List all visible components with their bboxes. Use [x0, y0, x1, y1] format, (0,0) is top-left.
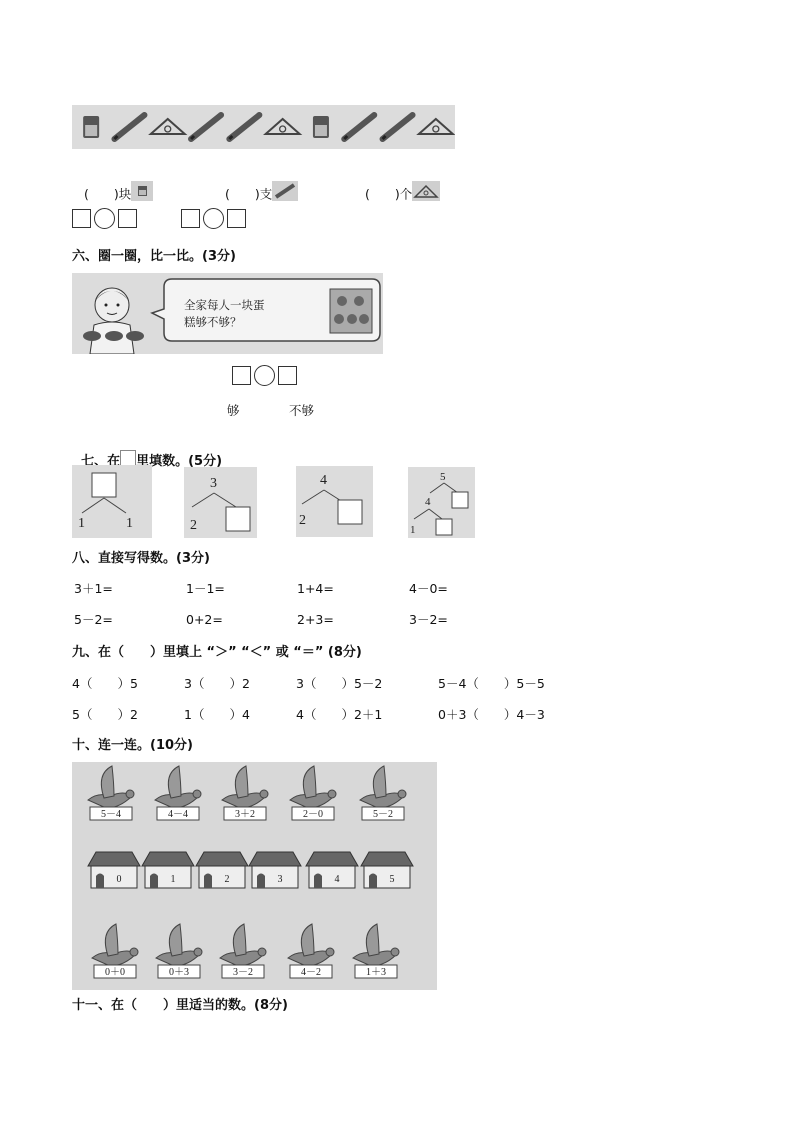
- house-roof-icon: [306, 852, 358, 866]
- section7-title: [72, 437, 222, 468]
- cake-picture: [72, 273, 383, 354]
- speech-bubble-text: [184, 297, 265, 331]
- answer-paren[interactable]: （ ）: [303, 676, 354, 691]
- dove-card[interactable]: [290, 766, 336, 820]
- dove-wing-icon: [373, 766, 386, 798]
- tree-mid-value: 4: [425, 496, 431, 508]
- dove-head-icon: [328, 790, 336, 798]
- eraser-icon: [313, 116, 329, 138]
- eraser-icon: [83, 116, 99, 138]
- house-card[interactable]: [88, 852, 140, 888]
- matching-svg: [72, 762, 437, 990]
- compare-item: 3（ ）5－2: [296, 676, 383, 691]
- dove-label: 5－4: [101, 809, 121, 820]
- section7-title-after: 里填数。(5分): [136, 454, 223, 469]
- count-unit: 支: [259, 186, 273, 201]
- compare-boxes-2: [181, 208, 246, 229]
- dove-label: 0＋0: [105, 967, 125, 978]
- dove-card[interactable]: [360, 766, 406, 820]
- section6-title: 六、圈一圈，比一比。(3分): [72, 249, 236, 264]
- option-enough: 够: [227, 403, 240, 418]
- dove-card[interactable]: [88, 766, 134, 820]
- house-door-icon: [96, 874, 104, 889]
- house-door-icon: [150, 874, 158, 889]
- tree-top-value: 3: [210, 476, 217, 491]
- section8-title: 八、直接写得数。(3分): [72, 551, 210, 566]
- house-card[interactable]: [306, 852, 358, 888]
- compare-boxes-cake: [232, 365, 297, 386]
- tree-top-value: 5: [440, 471, 446, 483]
- matching-picture: [72, 762, 437, 990]
- house-label: 4: [334, 874, 340, 885]
- house-roof-icon: [88, 852, 140, 866]
- answer-box[interactable]: [278, 366, 297, 385]
- house-door-icon: [369, 874, 377, 889]
- dove-card[interactable]: [92, 924, 138, 978]
- dove-wing-icon: [366, 924, 379, 956]
- dove-card[interactable]: [222, 766, 268, 820]
- count-paren: ( ): [83, 186, 119, 201]
- items-strip-svg: [72, 105, 455, 149]
- number-tree-1: [72, 465, 152, 538]
- count-item-eraser: [76, 168, 153, 201]
- dove-wing-icon: [101, 766, 114, 798]
- answer-box[interactable]: [452, 492, 468, 508]
- house-card[interactable]: [249, 852, 301, 888]
- dove-wing-icon: [233, 924, 246, 956]
- house-label: 3: [277, 874, 283, 885]
- count-item-pencil: [217, 168, 298, 201]
- count-item-triangle: [357, 168, 440, 201]
- pencil-icon: [191, 115, 221, 139]
- answer-box[interactable]: [227, 209, 246, 228]
- dove-label: 1＋3: [366, 967, 386, 978]
- compare-item: 0＋3（ ）4－3: [438, 707, 545, 722]
- compare-item: 4（ ）2＋1: [296, 707, 383, 722]
- dove-label: 4－4: [168, 809, 188, 820]
- answer-circle[interactable]: [203, 208, 224, 229]
- tree-left-value: 2: [299, 513, 306, 528]
- answer-box[interactable]: [118, 209, 137, 228]
- house-roof-icon: [142, 852, 194, 866]
- house-door-icon: [204, 874, 212, 889]
- dove-card[interactable]: [156, 924, 202, 978]
- dove-label: 4－2: [301, 967, 321, 978]
- dove-card[interactable]: [220, 924, 266, 978]
- answer-box[interactable]: [181, 209, 200, 228]
- calc-item: 0+2=: [186, 612, 223, 627]
- tree-left-value: 1: [78, 516, 85, 531]
- triangle-icon: [419, 119, 453, 134]
- calc-item: 5－2=: [74, 612, 113, 627]
- calc-item: 1+4=: [297, 581, 334, 596]
- items-strip: [72, 105, 455, 149]
- house-card[interactable]: [196, 852, 248, 888]
- number-tree-2: [184, 467, 257, 538]
- dove-wing-icon: [105, 924, 118, 956]
- dove-head-icon: [126, 790, 134, 798]
- tree-top-value: 4: [320, 473, 327, 488]
- dove-head-icon: [258, 948, 266, 956]
- section7-title-before: 七、在: [81, 454, 121, 469]
- answer-paren[interactable]: （ ）: [79, 676, 130, 691]
- dove-wing-icon: [301, 924, 314, 956]
- house-label: 1: [170, 874, 176, 885]
- dove-head-icon: [194, 948, 202, 956]
- number-tree-4: [408, 467, 475, 538]
- pencil-icon: [344, 115, 374, 139]
- compare-item: 1（ ）4: [184, 707, 250, 722]
- calc-item: 3＋1=: [74, 581, 113, 596]
- count-unit: 个: [399, 186, 413, 201]
- calc-item: 2+3=: [297, 612, 334, 627]
- dove-head-icon: [391, 948, 399, 956]
- house-door-icon: [257, 874, 265, 889]
- house-card[interactable]: [142, 852, 194, 888]
- answer-paren[interactable]: （ ）: [466, 707, 517, 722]
- compare-item: 5－4（ ）5－5: [438, 676, 545, 691]
- house-roof-icon: [361, 852, 413, 866]
- house-label: 0: [116, 874, 122, 885]
- dove-label: 5－2: [373, 809, 393, 820]
- speech-line: 糕够不够？: [184, 315, 242, 329]
- dove-card[interactable]: [155, 766, 201, 820]
- pencil-icon: [272, 181, 298, 201]
- answer-circle[interactable]: [94, 208, 115, 229]
- speech-line: 全家每人一块蛋: [184, 298, 265, 312]
- dove-card[interactable]: [288, 924, 334, 978]
- compare-boxes-1: [72, 208, 137, 229]
- count-paren: ( ): [224, 186, 260, 201]
- calc-item: 1－1=: [186, 581, 225, 596]
- dove-label: 3－2: [233, 967, 253, 978]
- answer-paren[interactable]: （ ）: [303, 707, 354, 722]
- number-tree-3: [296, 466, 373, 537]
- section10-title: 十、连一连。(10分): [72, 738, 193, 753]
- house-door-icon: [314, 874, 322, 889]
- section9-title: 九、在（ ）里填上 “＞” “＜” 或 “＝” (8分): [72, 645, 362, 660]
- compare-item: 4（ ）5: [72, 676, 138, 691]
- tree-left-value: 1: [410, 524, 416, 536]
- pencil-icon: [229, 115, 259, 139]
- answer-box[interactable]: [226, 507, 250, 531]
- house-card[interactable]: [361, 852, 413, 888]
- dove-head-icon: [130, 948, 138, 956]
- answer-paren[interactable]: （ ）: [466, 676, 517, 691]
- dove-label: 3＋2: [235, 809, 255, 820]
- answer-box[interactable]: [72, 209, 91, 228]
- house-label: 2: [224, 874, 230, 885]
- dove-wing-icon: [235, 766, 248, 798]
- house-label: 5: [389, 874, 395, 885]
- compare-item: 5（ ）2: [72, 707, 138, 722]
- dove-card[interactable]: [353, 924, 399, 978]
- dove-head-icon: [398, 790, 406, 798]
- answer-paren[interactable]: （ ）: [191, 707, 242, 722]
- answer-box[interactable]: [232, 366, 251, 385]
- compare-item: 3（ ）2: [184, 676, 250, 691]
- calc-item: 4－0=: [409, 581, 448, 596]
- count-unit: 块: [118, 186, 132, 201]
- tree-left-value: 2: [190, 518, 197, 533]
- answer-paren[interactable]: （ ）: [79, 707, 130, 722]
- calc-item: 3－2=: [409, 612, 448, 627]
- house-roof-icon: [249, 852, 301, 866]
- count-paren: ( ): [364, 186, 400, 201]
- answer-paren[interactable]: （ ）: [191, 676, 242, 691]
- dove-wing-icon: [168, 766, 181, 798]
- house-roof-icon: [196, 852, 248, 866]
- section11-title: 十一、在（ ）里适当的数。(8分): [72, 998, 288, 1013]
- dove-head-icon: [260, 790, 268, 798]
- triangle-ruler-icon: [412, 181, 440, 201]
- answer-circle[interactable]: [254, 365, 275, 386]
- option-not-enough: 不够: [289, 403, 315, 418]
- dove-wing-icon: [303, 766, 316, 798]
- triangle-icon: [151, 119, 185, 134]
- eraser-icon: [131, 181, 153, 201]
- dove-label: 0＋3: [169, 967, 189, 978]
- answer-box[interactable]: [436, 519, 452, 535]
- answer-box[interactable]: [338, 500, 362, 524]
- pencil-icon: [114, 115, 144, 139]
- dove-wing-icon: [169, 924, 182, 956]
- dove-head-icon: [193, 790, 201, 798]
- dove-head-icon: [326, 948, 334, 956]
- dove-label: 2－0: [303, 809, 323, 820]
- pencil-icon: [383, 115, 413, 139]
- tree-right-value: 1: [126, 516, 133, 531]
- triangle-icon: [266, 119, 300, 134]
